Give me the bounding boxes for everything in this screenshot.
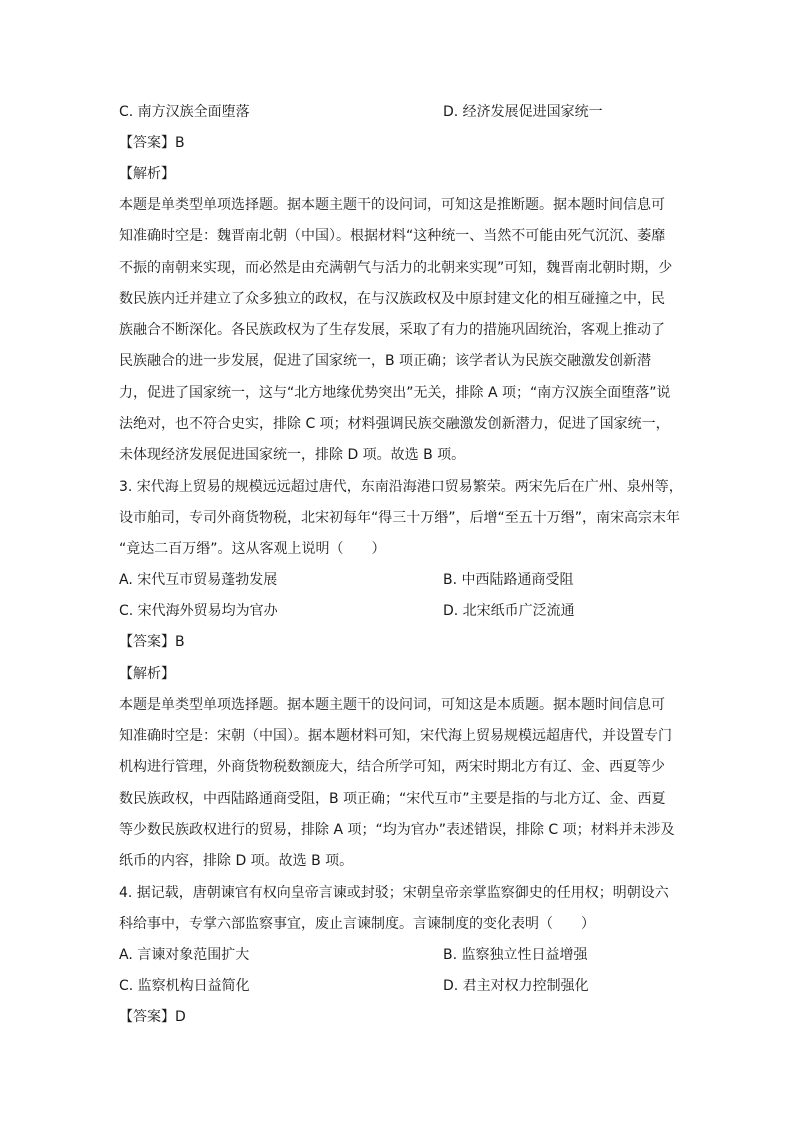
q2-analysis-line: 不振的南朝来实现，而必然是由充满朝气与活力的北朝来实现”可知，魏晋南北朝时期，少 bbox=[119, 260, 673, 276]
q2-analysis-line: 数民族内迁并建立了众多独立的政权，在与汉族政权及中原封建文化的相互碰撞之中，民 bbox=[119, 291, 665, 307]
q3-option-d: D. 北宋纸币广泛流通 bbox=[443, 603, 575, 619]
q3-option-b: B. 中西陆路通商受阻 bbox=[443, 572, 574, 588]
q2-option-d: D. 经济发展促进国家统一 bbox=[443, 104, 603, 120]
q2-analysis-label: 【解析】 bbox=[119, 166, 175, 182]
q3-options-row-ab bbox=[119, 570, 682, 590]
q3-stem-line: “竟达二百万缗”。这从客观上说明（ ） bbox=[119, 541, 386, 557]
q2-analysis-line: 力，促进了国家统一，这与“北方地缘优势突出”无关，排除 A 项；“南方汉族全面堕落”说 bbox=[119, 385, 671, 401]
q3-analysis-line: 知准确时空是：宋朝（中国）。据本题材料可知，宋代海上贸易规模远超唐代，并设置专门 bbox=[119, 728, 672, 744]
q4-stem-line: 科给事中，专掌六部监察事宜，废止言谏制度。言谏制度的变化表明（ ） bbox=[119, 916, 595, 932]
q2-analysis-line: 民族融合的进一步发展，促进了国家统一，B 项正确；该学者认为民族交融激发创新潜 bbox=[119, 353, 652, 369]
q3-analysis-line: 等少数民族政权进行的贸易，排除 A 项；“均为官办”表述错误，排除 C 项；材料并未涉及 bbox=[119, 822, 675, 838]
q4-stem-line: 4. 据记载，唐朝谏官有权向皇帝言谏或封驳；宋朝皇帝亲掌监察御史的任用权；明朝设六 bbox=[119, 885, 669, 901]
q3-option-c: C. 宋代海外贸易均为官办 bbox=[119, 603, 278, 619]
q3-analysis-line: 纸币的内容，排除 D 项。故选 B 项。 bbox=[119, 853, 354, 869]
q2-analysis-line: 本题是单类型单项选择题。据本题主题干的设问词，可知这是推断题。据本题时间信息可 bbox=[119, 197, 665, 213]
q4-option-c: C. 监察机构日益简化 bbox=[119, 978, 250, 994]
q4-option-d: D. 君主对权力控制强化 bbox=[443, 978, 589, 994]
q3-stem-line: 设市舶司，专司外商货物税，北宋初每年“得三十万缗”，后增“至五十万缗”，南宋高宗末年 bbox=[119, 510, 681, 526]
q4-option-b: B. 监察独立性日益增强 bbox=[443, 947, 588, 963]
q2-analysis-line: 知准确时空是：魏晋南北朝（中国）。根据材料“这种统一、当然不可能由死气沉沉、萎靡 bbox=[119, 228, 666, 244]
q3-analysis-label: 【解析】 bbox=[119, 666, 175, 682]
q2-options-row-cd bbox=[119, 102, 682, 122]
q4-option-a: A. 言谏对象范围扩大 bbox=[119, 947, 250, 963]
q4-answer: 【答案】D bbox=[119, 1009, 186, 1025]
q3-options-row-cd bbox=[119, 601, 682, 621]
q3-analysis-line: 本题是单类型单项选择题。据本题主题干的设问词，可知这是本质题。据本题时间信息可 bbox=[119, 697, 665, 713]
q3-analysis-line: 机构进行管理，外商货物税数额庞大，结合所学可知，两宋时期北方有辽、金、西夏等少 bbox=[119, 759, 665, 775]
q2-analysis-line: 族融合不断深化。各民族政权为了生存发展，采取了有力的措施巩固统治，客观上推动了 bbox=[119, 322, 665, 338]
q4-options-row-ab bbox=[119, 945, 682, 965]
q3-analysis-line: 数民族政权，中西陆路通商受阻，B 项正确；“宋代互市”主要是指的与北方辽、金、西夏 bbox=[119, 791, 666, 807]
q2-analysis-line: 法绝对，也不符合史实，排除 C 项；材料强调民族交融激发创新潜力，促进了国家统一， bbox=[119, 416, 670, 432]
q2-option-c: C. 南方汉族全面堕落 bbox=[119, 104, 250, 120]
q3-option-a: A. 宋代互市贸易蓬勃发展 bbox=[119, 572, 278, 588]
q4-options-row-cd bbox=[119, 976, 682, 996]
q2-answer: 【答案】B bbox=[119, 135, 185, 151]
q3-answer: 【答案】B bbox=[119, 634, 185, 650]
q3-stem-line: 3. 宋代海上贸易的规模远远超过唐代，东南沿海港口贸易繁荣。两宋先后在广州、泉州等， bbox=[119, 479, 683, 495]
q2-analysis-line: 未体现经济发展促进国家统一，排除 D 项。故选 B 项。 bbox=[119, 447, 466, 463]
